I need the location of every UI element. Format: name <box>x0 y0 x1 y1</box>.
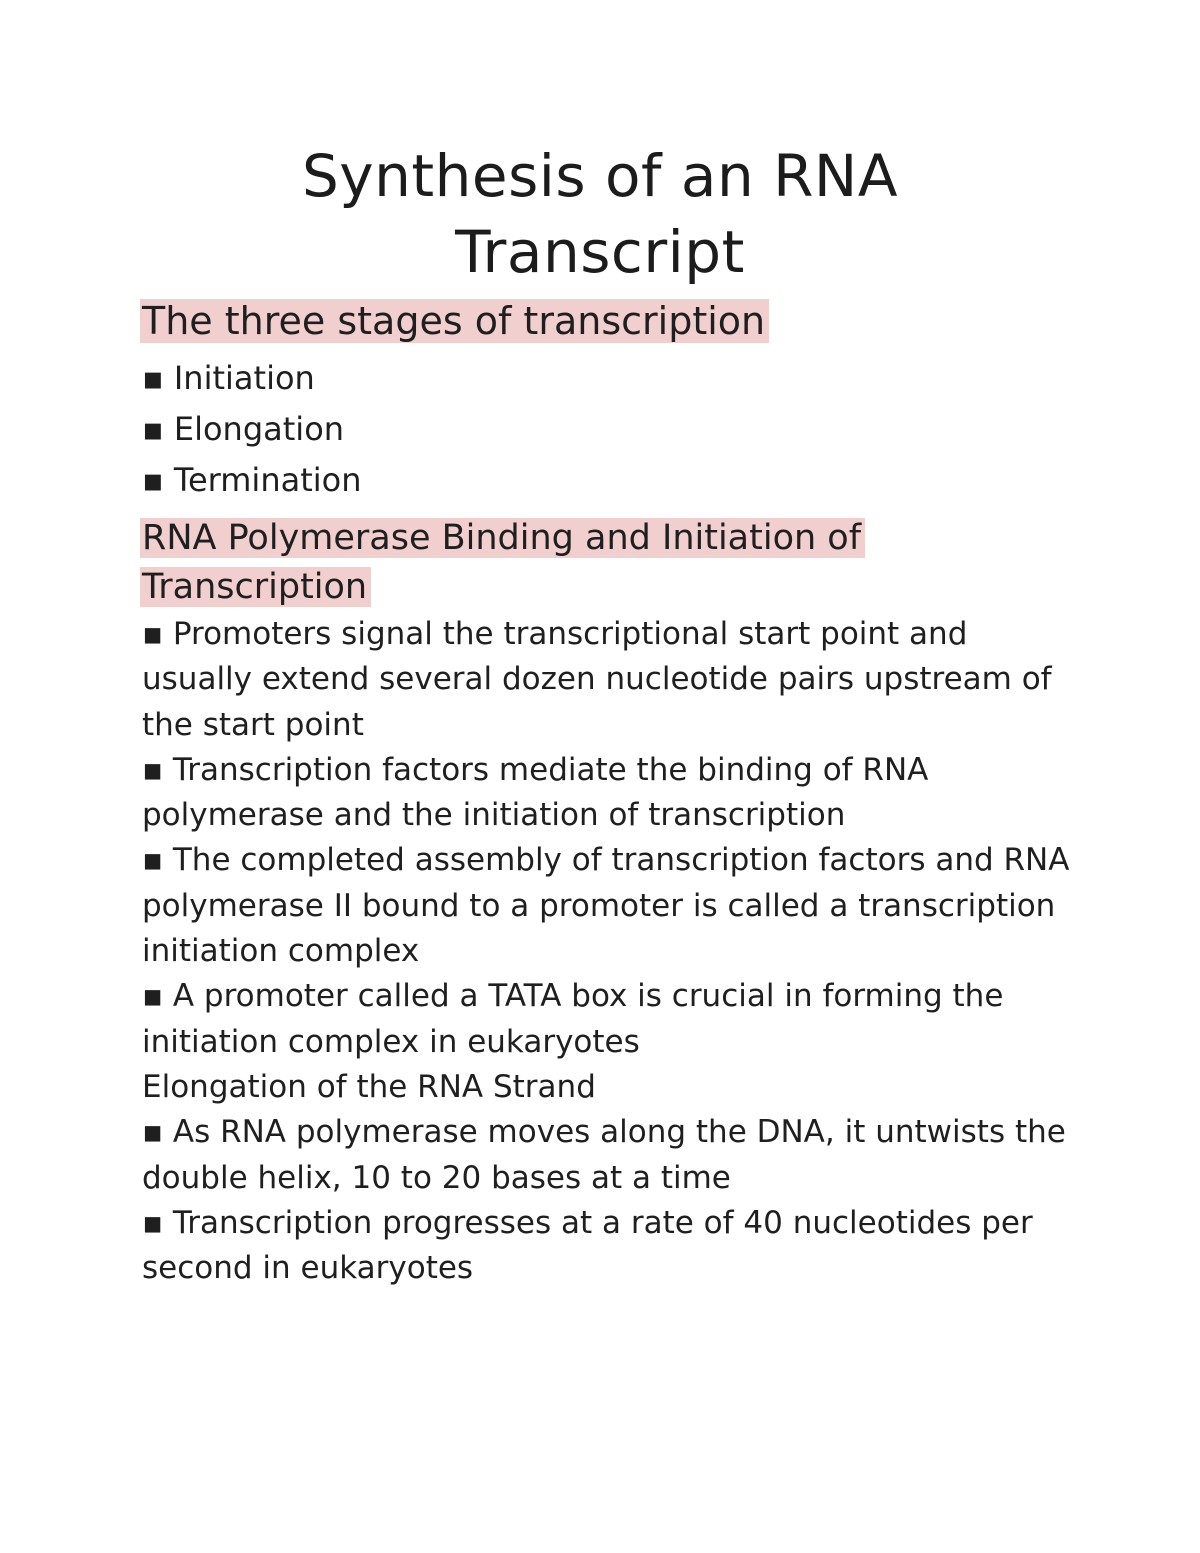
list-item-elongation: ▪ Elongation <box>142 410 345 448</box>
title-line-1: Synthesis of an RNA <box>301 142 898 210</box>
list-item-tata-box: ▪ A promoter called a TATA box is crucial in forming the initiation complex in eukaryotes <box>142 978 1004 1060</box>
title-line-2: Transcript <box>455 218 745 286</box>
list-item-untwists: ▪ As RNA polymerase moves along the DNA, it untwists the double helix, 10 to 20 bases at a time <box>142 1114 1066 1196</box>
list-item-rate: ▪ Transcription progresses at a rate of 40 nucleotides per second in eukaryotes <box>142 1204 1033 1287</box>
list-item-termination: ▪ Termination <box>142 461 362 499</box>
list-item-promoters: ▪ Promoters signal the transcriptional start point and usually extend several dozen nucleotide pairs upstream of the start point <box>142 616 1052 743</box>
list-item-initiation-complex: ▪ The completed assembly of transcription factors and RNA polymerase II bound to a promoter is called a transcription initiation complex <box>142 842 1070 970</box>
section-heading-elongation: Elongation of the RNA Strand <box>142 1068 596 1105</box>
section-heading-polymerase-binding <box>142 514 1002 612</box>
section-heading-stages <box>142 295 1082 347</box>
page-title <box>0 138 1200 290</box>
highlighted-heading: The three stages of transcription <box>140 299 769 343</box>
document-body <box>142 295 1082 1291</box>
list-item-initiation: ▪ Initiation <box>142 359 315 397</box>
list-item-transcription-factors: ▪ Transcription factors mediate the binding of RNA polymerase and the initiation of transcription <box>142 751 929 834</box>
highlighted-heading: RNA Polymerase Binding and Initiation of Transcription <box>140 518 865 607</box>
